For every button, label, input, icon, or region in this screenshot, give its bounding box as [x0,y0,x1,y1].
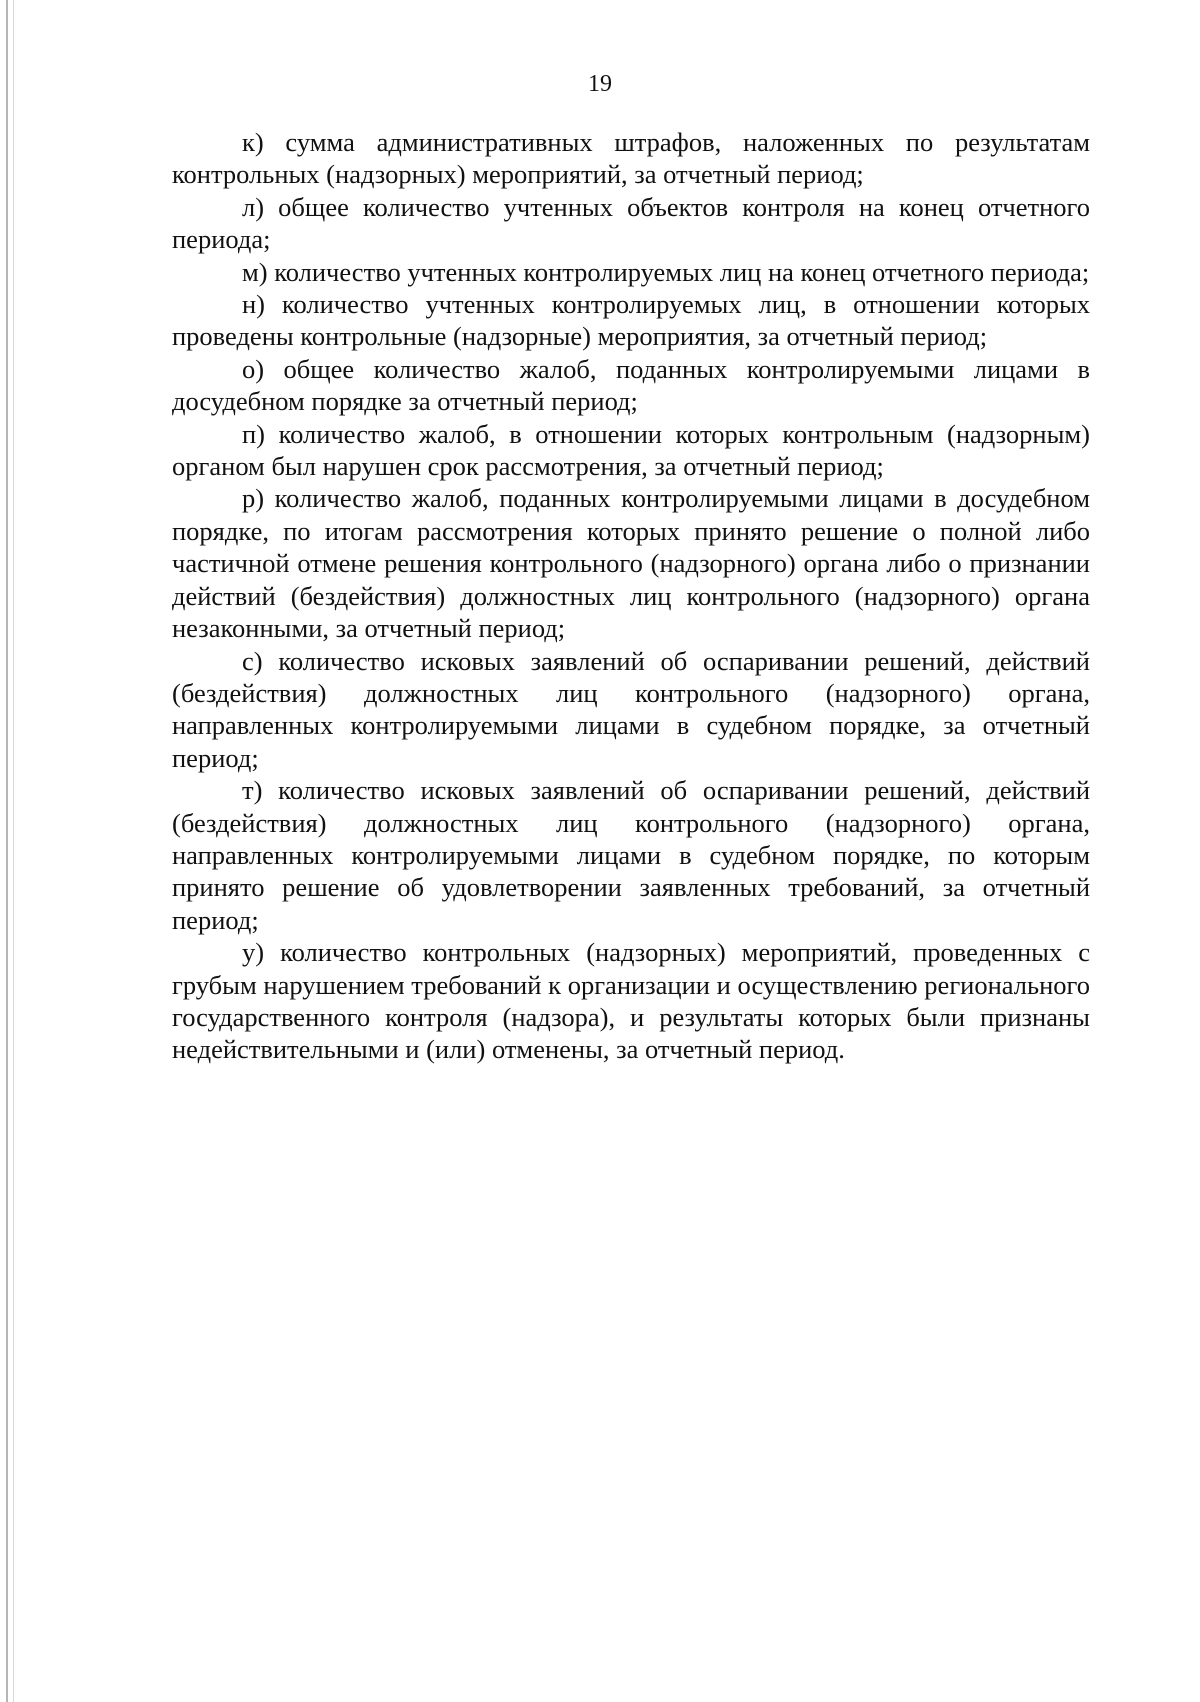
list-item-n: н) количество учтенных контролируемых лиц, в отношении которых проведены контрольные (надзорные) мероприятия, за отчетный период; [172,289,1090,352]
scan-edge-shadow [13,0,14,1702]
list-item-m: м) количество учтенных контролируемых лиц на конец отчетного периода; [242,256,1090,287]
list-item-o: о) общее количество жалоб, поданных контролируемыми лицами в досудебном порядке за отчетный период; [172,353,1090,417]
list-item-l: л) общее количество учтенных объектов контроля на конец отчетного периода; [172,191,1090,255]
list-item-s: с) количество исковых заявлений об оспаривании решений, действий (бездействия) должностных лиц контрольного (надзорного) органа, направленных контролируемыми лицами в судебном порядке, за отчетный период; [172,645,1090,773]
list-item-t: т) количество исковых заявлений об оспаривании решений, действий (бездействия) должностных лиц контрольного (надзорного) органа, направленных контролируемыми лицами в судебном порядке, по которым принято решение об удовлетворении заявленных требований, за отчетный период; [172,775,1090,935]
list-item-p: п) количество жалоб, в отношении которых контрольным (надзорным) органом был нарушен срок рассмотрения, за отчетный период; [172,418,1090,482]
list-item-r: р) количество жалоб, поданных контролируемыми лицами в досудебном порядке, по итогам рассмотрения которых принято решение о полной либо частичной отмене решения контрольного (надзорного) органа либо о признании действий (бездействия) должностных лиц контрольного (надзорного) органа незаконными, за отчетный период; [172,483,1090,644]
scan-edge-line [6,0,8,1702]
page-number: 19 [588,71,612,97]
list-item-k: к) сумма административных штрафов, наложенных по результатам контрольных (надзорных) мероприятий, за отчетный период; [172,127,1090,190]
document-body [172,126,1090,1066]
list-item-u: у) количество контрольных (надзорных) мероприятий, проведенных с грубым нарушением требований к организации и осуществлению регионального государственного контроля (надзора), и результаты которых были признаны недействительными и (или) отменены, за отчетный период. [172,937,1090,1065]
